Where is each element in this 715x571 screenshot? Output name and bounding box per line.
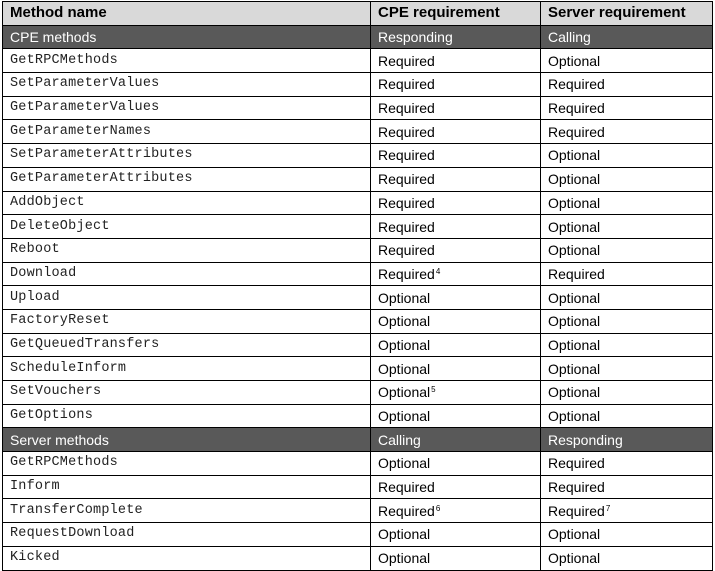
method-name-text: GetParameterValues (10, 100, 160, 116)
method-name (3, 452, 371, 476)
method-name-text: Kicked (10, 550, 60, 566)
section-label (3, 428, 371, 452)
cpe-requirement (371, 452, 541, 476)
method-name-text: GetOptions (10, 408, 94, 424)
method-name-text: GetRPCMethods (10, 455, 118, 471)
cpe-requirement (371, 523, 541, 547)
method-name (3, 73, 371, 97)
cpe-requirement-text: Optional (378, 408, 431, 425)
method-name-text: GetParameterNames (10, 123, 152, 139)
server-requirement (541, 144, 713, 168)
section-label-text: CPE methods (10, 29, 97, 46)
method-name (3, 333, 371, 357)
server-requirement (541, 96, 713, 120)
cpe-requirement-text: Required (378, 100, 435, 117)
section-cpe-role (371, 25, 541, 49)
table-row (3, 144, 713, 168)
section-header-row (3, 25, 713, 49)
server-requirement-text: Required (548, 123, 605, 140)
cpe-requirement-text: Required (378, 194, 435, 211)
header-row (3, 2, 713, 26)
method-name (3, 167, 371, 191)
cpe-requirement (371, 49, 541, 73)
server-requirement-text: Optional (548, 171, 601, 188)
server-requirement (541, 333, 713, 357)
cpe-requirement (371, 191, 541, 215)
cpe-requirement (371, 546, 541, 570)
cpe-requirement-text: Optional (378, 336, 431, 353)
section-server-role-text: Responding (548, 431, 623, 448)
server-requirement (541, 262, 713, 286)
server-requirement-text: Optional (548, 313, 601, 330)
table-row (3, 309, 713, 333)
cpe-requirement (371, 309, 541, 333)
method-name-text: SetVouchers (10, 384, 102, 400)
section-server-role (541, 25, 713, 49)
server-requirement (541, 475, 713, 499)
method-name-text: SetParameterAttributes (10, 147, 193, 163)
server-requirement (541, 167, 713, 191)
table-row (3, 167, 713, 191)
server-requirement (541, 499, 713, 523)
cpe-requirement (371, 286, 541, 310)
server-requirement (541, 381, 713, 405)
rpc-methods-table (2, 1, 713, 571)
header-method-name: Method name (3, 2, 371, 26)
header-cpe-requirement: CPE requirement (371, 2, 541, 26)
server-requirement (541, 523, 713, 547)
server-requirement (541, 546, 713, 570)
table-row (3, 73, 713, 97)
cpe-requirement (371, 73, 541, 97)
server-requirement-text: Required (548, 100, 605, 117)
server-requirement-text: Optional (548, 360, 601, 377)
table-row (3, 262, 713, 286)
cpe-requirement-text: Optional (378, 455, 431, 472)
footnote-marker: 7 (605, 503, 611, 513)
table-body (3, 25, 713, 570)
method-name-text: AddObject (10, 194, 85, 210)
server-requirement-text: Required (548, 502, 605, 519)
cpe-requirement (371, 215, 541, 239)
section-cpe-role (371, 428, 541, 452)
server-requirement-text: Optional (548, 336, 601, 353)
method-name (3, 191, 371, 215)
method-name (3, 144, 371, 168)
cpe-requirement-text: Required (378, 265, 435, 282)
method-name (3, 120, 371, 144)
server-requirement-text: Required (548, 76, 605, 93)
method-name-text: FactoryReset (10, 313, 110, 329)
section-server-role-text: Calling (548, 29, 591, 46)
cpe-requirement-text: Required (378, 147, 435, 164)
server-requirement (541, 357, 713, 381)
table-row (3, 475, 713, 499)
footnote-marker: 4 (435, 266, 441, 276)
server-requirement (541, 73, 713, 97)
table-row (3, 499, 713, 523)
server-requirement-text: Optional (548, 289, 601, 306)
section-label-text: Server methods (10, 431, 109, 448)
table-row (3, 333, 713, 357)
section-cpe-role-text: Responding (378, 29, 453, 46)
server-requirement (541, 120, 713, 144)
table-row (3, 452, 713, 476)
section-cpe-role-text: Calling (378, 431, 421, 448)
cpe-requirement (371, 381, 541, 405)
method-name-text: ScheduleInform (10, 360, 127, 376)
server-requirement-text: Optional (548, 242, 601, 259)
method-name (3, 286, 371, 310)
method-name-text: SetParameterValues (10, 76, 160, 92)
method-name (3, 381, 371, 405)
method-name (3, 546, 371, 570)
server-requirement-text: Required (548, 455, 605, 472)
method-name-text: Reboot (10, 242, 60, 258)
method-name-text: Download (10, 265, 77, 281)
server-requirement (541, 452, 713, 476)
cpe-requirement-text: Required (378, 242, 435, 259)
section-header-row (3, 428, 713, 452)
table-row (3, 120, 713, 144)
footnote-marker: 6 (435, 503, 441, 513)
table-row (3, 49, 713, 73)
server-requirement-text: Optional (548, 526, 601, 543)
method-name-text: GetQueuedTransfers (10, 336, 160, 352)
table-row (3, 357, 713, 381)
cpe-requirement (371, 333, 541, 357)
table-row (3, 215, 713, 239)
method-name-text: Inform (10, 479, 60, 495)
server-requirement-text: Required (548, 479, 605, 496)
table-row (3, 238, 713, 262)
table-row (3, 381, 713, 405)
server-requirement (541, 286, 713, 310)
method-name (3, 96, 371, 120)
method-name (3, 49, 371, 73)
method-name (3, 238, 371, 262)
cpe-requirement (371, 167, 541, 191)
server-requirement-text: Optional (548, 218, 601, 235)
server-requirement-text: Required (548, 265, 605, 282)
cpe-requirement-text: Optional (378, 313, 431, 330)
cpe-requirement (371, 238, 541, 262)
method-name-text: GetRPCMethods (10, 52, 118, 68)
table-row (3, 286, 713, 310)
method-name-text: DeleteObject (10, 218, 110, 234)
cpe-requirement (371, 120, 541, 144)
server-requirement-text: Optional (548, 147, 601, 164)
cpe-requirement-text: Optional (378, 384, 431, 401)
cpe-requirement-text: Required (378, 218, 435, 235)
table-row (3, 546, 713, 570)
method-name-text: GetParameterAttributes (10, 171, 193, 187)
footnote-marker: 5 (431, 385, 436, 395)
cpe-requirement-text: Required (378, 123, 435, 140)
cpe-requirement-text: Required (378, 171, 435, 188)
cpe-requirement (371, 96, 541, 120)
method-name (3, 523, 371, 547)
table-row (3, 404, 713, 428)
method-name-text: Upload (10, 289, 60, 305)
method-name (3, 215, 371, 239)
server-requirement (541, 238, 713, 262)
method-name (3, 357, 371, 381)
cpe-requirement (371, 357, 541, 381)
server-requirement-text: Optional (548, 52, 601, 69)
cpe-requirement (371, 475, 541, 499)
table-row (3, 96, 713, 120)
table-row (3, 523, 713, 547)
server-requirement (541, 49, 713, 73)
server-requirement (541, 215, 713, 239)
method-name (3, 262, 371, 286)
method-name (3, 499, 371, 523)
cpe-requirement (371, 144, 541, 168)
server-requirement-text: Optional (548, 408, 601, 425)
server-requirement-text: Optional (548, 384, 601, 401)
cpe-requirement-text: Required (378, 479, 435, 496)
method-name-text: TransferComplete (10, 502, 143, 518)
server-requirement (541, 191, 713, 215)
cpe-requirement-text: Optional (378, 289, 431, 306)
table-row (3, 191, 713, 215)
cpe-requirement (371, 404, 541, 428)
cpe-requirement-text: Optional (378, 550, 431, 567)
method-name-text: RequestDownload (10, 526, 135, 542)
cpe-requirement (371, 262, 541, 286)
cpe-requirement-text: Required (378, 76, 435, 93)
cpe-requirement-text: Optional (378, 526, 431, 543)
section-server-role (541, 428, 713, 452)
cpe-requirement-text: Required (378, 52, 435, 69)
server-requirement-text: Optional (548, 194, 601, 211)
method-name (3, 475, 371, 499)
server-requirement (541, 309, 713, 333)
method-name (3, 404, 371, 428)
section-label (3, 25, 371, 49)
method-name (3, 309, 371, 333)
header-server-requirement: Server requirement (541, 2, 713, 26)
cpe-requirement-text: Required (378, 502, 435, 519)
cpe-requirement (371, 499, 541, 523)
server-requirement-text: Optional (548, 550, 601, 567)
cpe-requirement-text: Optional (378, 360, 431, 377)
server-requirement (541, 404, 713, 428)
